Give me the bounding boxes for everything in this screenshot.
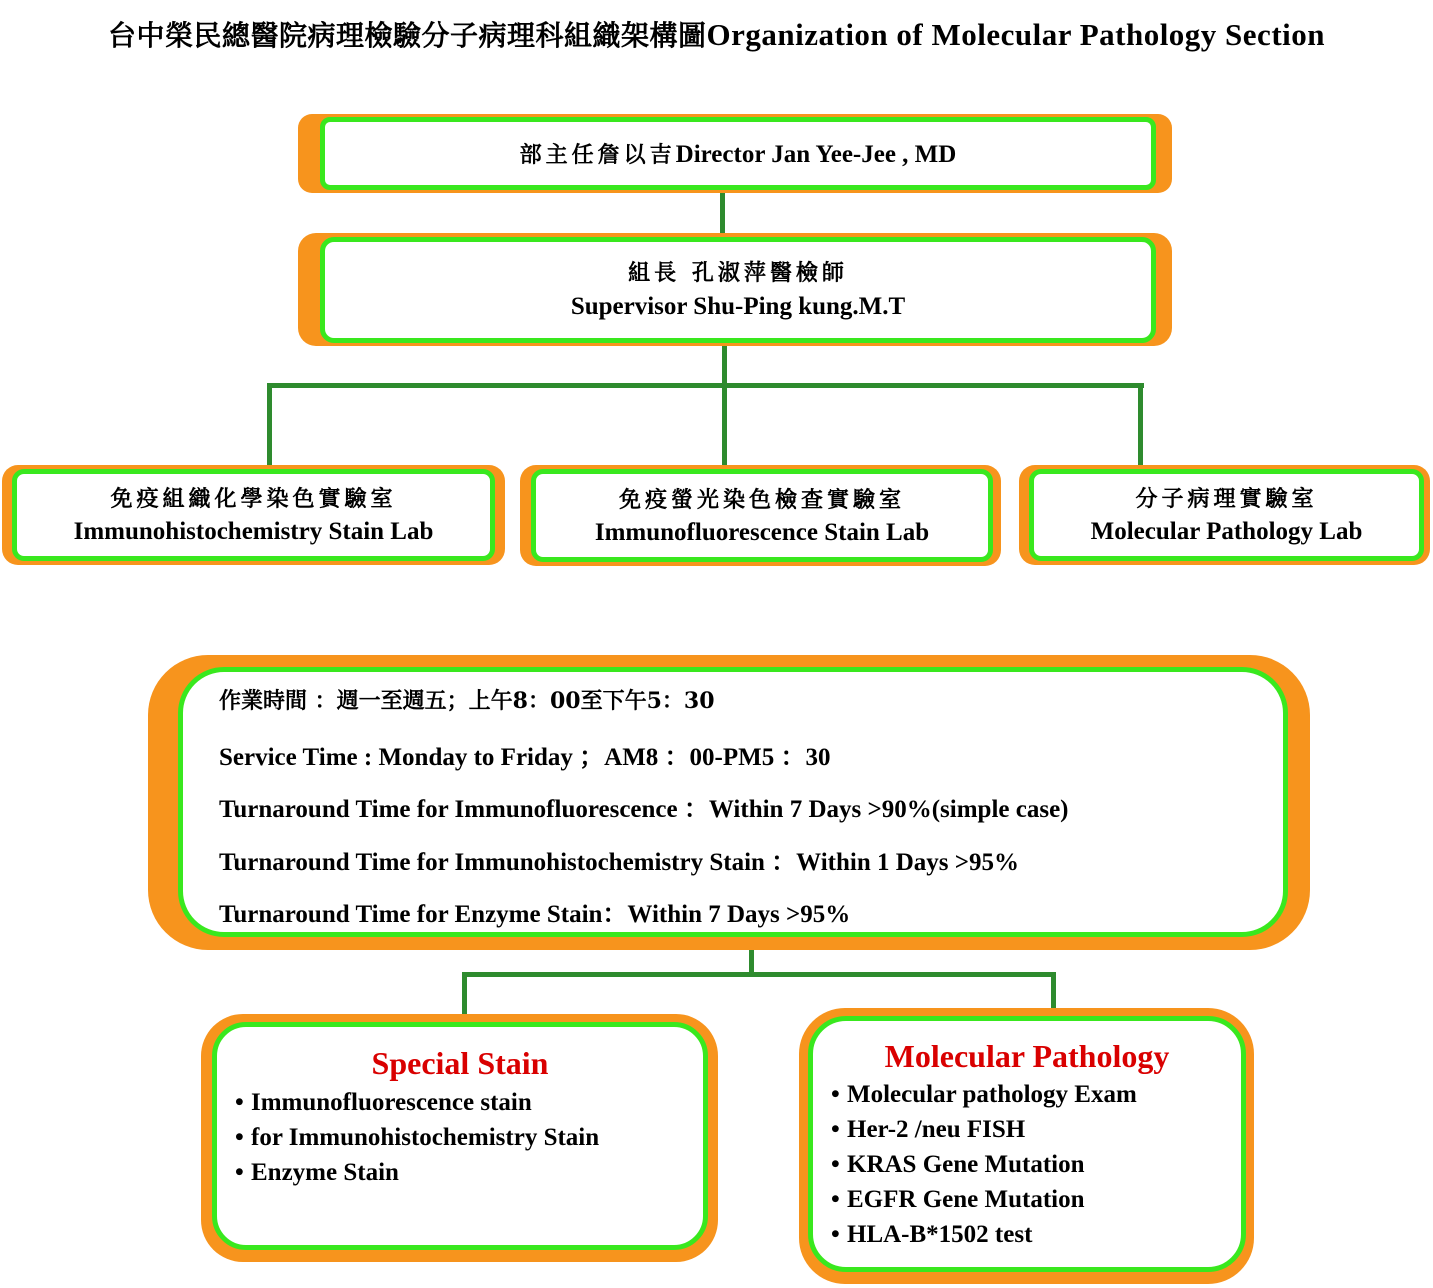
connector-supervisor-trunk <box>722 343 727 465</box>
connector-labs-horizontal <box>267 383 1144 388</box>
director-name-en: Director Jan Yee-Jee , MD <box>675 141 957 168</box>
connector-lab-left <box>267 383 272 465</box>
page-title-zh: 台中榮民總醫院病理檢驗分子病理科組織架構圖 <box>108 19 707 52</box>
lab-if-box-inner <box>531 469 993 562</box>
list-item: • HLA-B*1502 test <box>831 1221 1033 1248</box>
list-item: • Immunofluorescence stain <box>235 1089 532 1116</box>
molecular-pathology-title: Molecular Pathology <box>884 1038 1170 1074</box>
special-stain-list <box>235 1085 703 1190</box>
lab-ihc-box-inner <box>12 469 495 561</box>
service-hours-zh: 作業時間 ：週一至週五；上午8：00至下午5：30 <box>219 688 715 714</box>
lab-mp-en: Molecular Pathology Lab <box>1090 518 1363 545</box>
tat-immunohistochemistry: Turnaround Time for Immunohistochemistry Stain ：Within 1 Days >95% <box>219 849 1020 876</box>
lab-if-en: Immunofluorescence Stain Lab <box>594 518 930 546</box>
service-hours-en: Service Time : Monday to Friday ；AM8 ：00-PM5 ：30 <box>219 744 831 771</box>
director-label <box>520 138 957 169</box>
tat-immunofluorescence: Turnaround Time for Immunofluorescence ：Within 7 Days >90%(simple case) <box>219 796 1069 823</box>
lab-ihc-zh: 免疫組織化學染色實驗室 <box>110 486 397 512</box>
special-stain-title: Special Stain <box>371 1045 549 1081</box>
list-item: • Enzyme Stain <box>235 1159 399 1186</box>
list-item: • EGFR Gene Mutation <box>831 1186 1085 1213</box>
supervisor-name-zh: 組長 孔淑萍醫檢師 <box>628 260 848 286</box>
lab-if-zh: 免疫螢光染色檢查實驗室 <box>618 486 905 513</box>
lab-mp-zh: 分子病理實驗室 <box>1135 486 1318 512</box>
connector-panel-left <box>462 972 467 1017</box>
connector-panel-right <box>1051 972 1056 1012</box>
list-item: • Her-2 /neu FISH <box>831 1116 1026 1143</box>
connector-lab-right <box>1138 383 1143 465</box>
list-item: • KRAS Gene Mutation <box>831 1151 1085 1178</box>
special-stain-panel-inner <box>212 1022 708 1250</box>
supervisor-box-inner <box>320 237 1156 343</box>
molecular-pathology-list <box>831 1077 1241 1252</box>
tat-enzyme: Turnaround Time for Enzyme Stain：Within 7 Days >95% <box>219 901 851 928</box>
supervisor-name-en: Supervisor Shu-Ping kung.M.T <box>570 293 906 320</box>
director-box-inner <box>320 117 1156 190</box>
page-title-en: Organization of Molecular Pathology Section <box>706 17 1325 52</box>
lab-mp-box-inner <box>1029 469 1424 561</box>
list-item: • Molecular pathology Exam <box>831 1081 1137 1108</box>
page-title <box>0 14 1433 54</box>
molecular-pathology-panel-inner <box>808 1016 1246 1272</box>
connector-panels-horizontal <box>462 972 1056 977</box>
director-name-zh: 部主任詹以吉 <box>519 142 676 168</box>
list-item: • for Immunohistochemistry Stain <box>235 1124 600 1151</box>
lab-ihc-en: Immunohistochemistry Stain Lab <box>73 518 434 545</box>
connector-director-supervisor <box>720 190 725 235</box>
